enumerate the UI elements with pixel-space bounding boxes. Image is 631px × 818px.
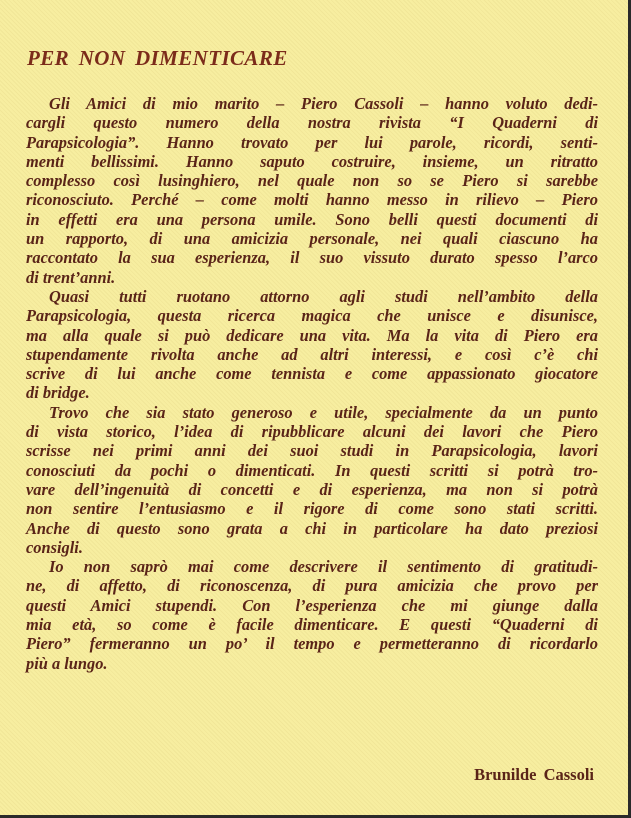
- text-line: riconosciuto. Perché – come molti hanno messo in rilievo – Piero: [26, 190, 598, 210]
- text-line: non sentire l’entusiasmo e il rigore di come sono stati scritti.: [26, 499, 598, 519]
- text-line: mia età, so come è facile dimenticare. E questi “Quaderni di: [26, 615, 598, 635]
- text-line: in effetti era una persona umile. Sono belli questi documenti di: [26, 209, 598, 229]
- text-line: ne, di affetto, di riconoscenza, di pura amicizia che provo per: [26, 576, 598, 596]
- text-line: Io non saprò mai come descrivere il sentimento di gratitudi-: [49, 557, 598, 577]
- text-line: questi Amici stupendi. Con l’esperienza che mi giunge dalla: [26, 595, 598, 615]
- text-line: stupendamente rivolta anche ad altri interessi, e così c’è chi: [26, 344, 598, 364]
- paragraph: [26, 557, 598, 673]
- text-line: consigli.: [26, 537, 83, 557]
- text-line: di bridge.: [26, 383, 90, 403]
- text-line: cargli questo numero della nostra rivista “I Quaderni di: [26, 113, 598, 133]
- paragraph: [26, 287, 598, 403]
- text-line: Parapsicologia, questa ricerca magica che unisce e disunisce,: [26, 306, 598, 326]
- text-line: Quasi tutti ruotano attorno agli studi nell’ambito della: [49, 286, 598, 306]
- text-line: Anche di questo sono grata a chi in particolare ha dato preziosi: [26, 518, 598, 538]
- text-line: un rapporto, di una amicizia personale, nei quali ciascuno ha: [26, 229, 598, 249]
- paragraph: [26, 94, 598, 287]
- text-line: scrisse nei primi anni dei suoi studi in Parapsicologia, lavori: [26, 441, 598, 461]
- text-line: di trent’anni.: [26, 267, 116, 287]
- text-line: vare dell’ingenuità di concetti e di esperienza, ma non si potrà: [26, 479, 598, 499]
- text-line: più a lungo.: [26, 653, 108, 673]
- signature: Brunilde Cassoli: [474, 765, 594, 784]
- text-line: conosciuti da pochi o dimenticati. In questi scritti si potrà tro-: [26, 460, 598, 480]
- text-line: di vista storico, l’idea di ripubblicare alcuni dei lavori che Piero: [26, 422, 598, 442]
- text-line: raccontato la sua esperienza, il suo vissuto durato spesso l’arco: [26, 248, 598, 268]
- paragraph: [26, 403, 598, 557]
- text-line: Gli Amici di mio marito – Piero Cassoli – hanno voluto dedi-: [49, 94, 598, 113]
- page-title: PER NON DIMENTICARE: [27, 46, 288, 70]
- text-line: scrive di lui anche come tennista e come appassionato giocatore: [26, 364, 598, 384]
- text-line: Parapsicologia”. Hanno trovato per lui parole, ricordi, senti-: [26, 132, 598, 152]
- text-line: ma alla quale si può dedicare una vita. Ma la vita di Piero era: [26, 325, 598, 345]
- text-line: Piero” fermeranno un po’ il tempo e permetteranno di ricordarlo: [26, 634, 598, 654]
- text-line: complesso così lusinghiero, nel quale non so se Piero si sarebbe: [26, 171, 598, 191]
- text-line: Trovo che sia stato generoso e utile, specialmente da un punto: [49, 402, 598, 422]
- body-text: [26, 94, 598, 673]
- text-line: menti bellissimi. Hanno saputo costruire, insieme, un ritratto: [26, 151, 598, 171]
